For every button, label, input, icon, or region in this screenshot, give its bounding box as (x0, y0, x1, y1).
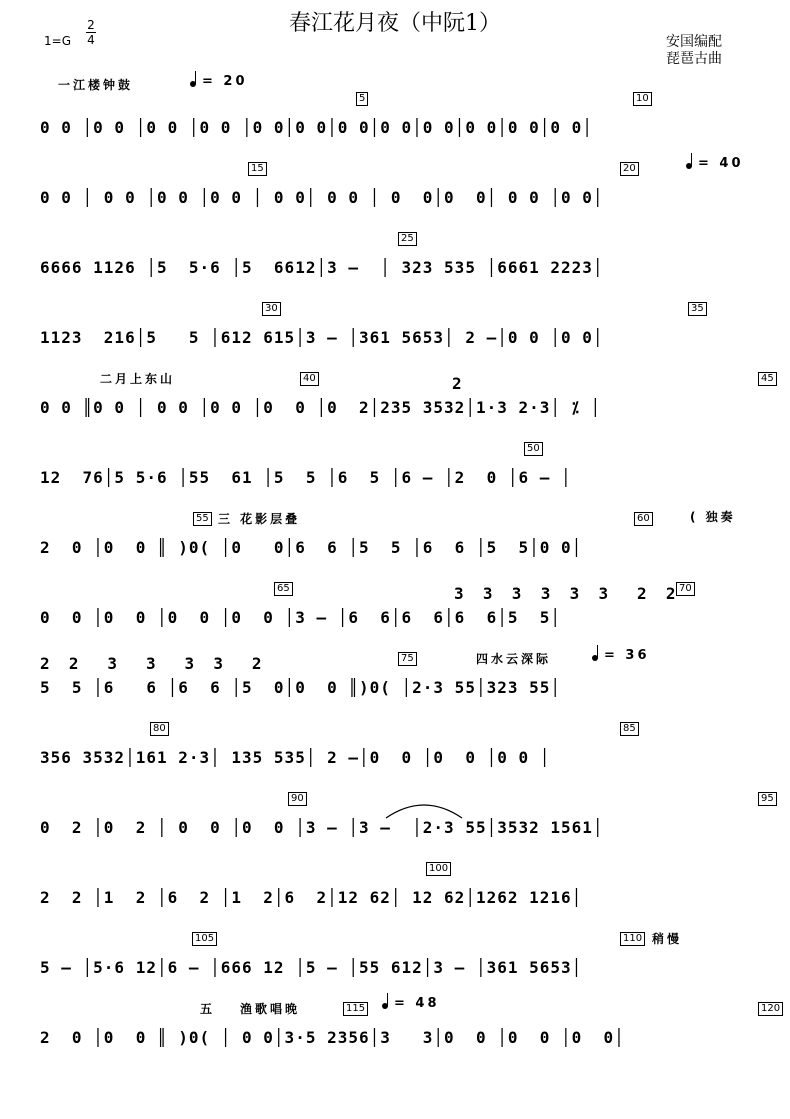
notation-line: 12 76│5 5·6 │55 61 │5 5 │6 5 │6 – │2 0 │6 – │ (40, 468, 572, 487)
measure-number: 5 (356, 92, 368, 106)
measure-number: 25 (398, 232, 417, 246)
measure-number: 55 (193, 512, 212, 526)
staff-row-14 (36, 1020, 772, 1060)
tempo-4 (382, 996, 440, 1011)
tempo-3-value: = 36 (604, 648, 650, 663)
notation-line: 2 2 │1 2 │6 2 │1 2│6 2│12 62│ 12 62│1262 1216│ (40, 888, 583, 907)
staff-row-7 (36, 530, 772, 570)
measure-number: 10 (633, 92, 652, 106)
staff-row-10 (36, 740, 772, 780)
section-5-number: 五 (200, 1002, 216, 1016)
measure-number: 110 (620, 932, 645, 946)
section-3-title: 三 花影层叠 (218, 512, 301, 526)
section-2-title: 二月上东山 (100, 372, 176, 386)
measure-number: 105 (192, 932, 217, 946)
measure-number: 75 (398, 652, 417, 666)
source: 琵琶古曲 (666, 51, 722, 67)
staff-row-6 (36, 460, 772, 500)
staff-row-8 (36, 600, 772, 640)
time-signature (86, 18, 96, 47)
measure-number: 115 (343, 1002, 368, 1016)
measure-number: 35 (688, 302, 707, 316)
staff-row-12 (36, 880, 772, 920)
measure-number: 90 (288, 792, 307, 806)
measure-number: 60 (634, 512, 653, 526)
measure-number: 20 (620, 162, 639, 176)
quarter-note-icon (382, 1003, 388, 1009)
staff-row-5 (36, 390, 772, 430)
upper-voice: 2 2 3 3 3 3 2 (40, 654, 262, 673)
notation-line: 0 0 │0 0 │0 0 │0 0 │3 – │6 6│6 6│6 6│5 5│ (40, 608, 562, 627)
tempo-4-value: = 48 (394, 996, 440, 1011)
staff-row-13 (36, 950, 772, 990)
measure-number: 85 (620, 722, 639, 736)
notation-line: 0 0 ║0 0 │ 0 0 │0 0 │0 0 │0 2│235 3532│1·3 2·3│ ⁒ │ (40, 398, 602, 417)
credits (666, 34, 722, 68)
staff-row-4 (36, 320, 772, 360)
notation-line: 0 0 │0 0 │0 0 │0 0 │0 0│0 0│0 0│0 0│0 0│0 0│0 0│0 0│ (40, 118, 593, 137)
tempo-1 (190, 74, 248, 89)
notation-line: 0 2 │0 2 │ 0 0 │0 0 │3 – │3 – │2·3 55│3532 1561│ (40, 818, 604, 837)
tempo-1-value: = 20 (202, 74, 248, 89)
quarter-note-icon (592, 655, 598, 661)
staff-row-9 (36, 670, 772, 710)
score-title: 春江花月夜（中阮1） (289, 11, 501, 36)
tempo-marking-slower: 稍慢 (652, 932, 683, 946)
measure-number: 120 (758, 1002, 783, 1016)
tempo-3 (592, 648, 650, 663)
staff-row-1 (36, 110, 772, 150)
upper-voice: 2 (452, 374, 462, 393)
measure-number: 65 (274, 582, 293, 596)
upper-voice: 3 3 3 3 3 3 2 2 (454, 584, 676, 603)
measure-number: 30 (262, 302, 281, 316)
notation-line: 6666 1126 │5 5·6 │5 6612│3 – │ 323 535 │6661 2223│ (40, 258, 604, 277)
slur-mark (384, 798, 464, 820)
measure-number: 15 (248, 162, 267, 176)
notation-line: 356 3532│161 2·3│ 135 535│ 2 –│0 0 │0 0 │0 0 │ (40, 748, 551, 767)
tempo-2-value: = 40 (698, 156, 744, 171)
quarter-note-icon (190, 81, 196, 87)
solo-marking: ( 独奏 (690, 510, 736, 524)
section-4-title: 四水云深际 (476, 652, 552, 666)
quarter-note-icon (686, 163, 692, 169)
notation-line: 2 0 │0 0 ║ )0( │ 0 0│3·5 2356│3 3│0 0 │0 0 │0 0│ (40, 1028, 625, 1047)
staff-row-3 (36, 250, 772, 290)
measure-number: 80 (150, 722, 169, 736)
notation-line: 5 – │5·6 12│6 – │666 12 │5 – │55 612│3 – │361 5653│ (40, 958, 583, 977)
measure-number: 50 (524, 442, 543, 456)
measure-number: 70 (676, 582, 695, 596)
section-1-title: 一江楼钟鼓 (58, 78, 134, 92)
time-bottom: 4 (87, 33, 95, 47)
measure-number: 45 (758, 372, 777, 386)
notation-line: 0 0 │ 0 0 │0 0 │0 0 │ 0 0│ 0 0 │ 0 0│0 0│ 0 0 │0 0│ (40, 188, 604, 207)
notation-line: 5 5 │6 6 │6 6 │5 0│0 0 ║)0( │2·3 55│323 55│ (40, 678, 562, 697)
key-signature: 1=G (44, 34, 71, 48)
tempo-2 (686, 156, 744, 171)
measure-number: 40 (300, 372, 319, 386)
section-5-title: 渔歌唱晚 (240, 1002, 301, 1016)
notation-line: 1123 216│5 5 │612 615│3 – │361 5653│ 2 –│0 0 │0 0│ (40, 328, 604, 347)
staff-row-2 (36, 180, 772, 220)
measure-number: 95 (758, 792, 777, 806)
measure-number: 100 (426, 862, 451, 876)
time-top: 2 (87, 18, 95, 32)
arranger: 安国编配 (666, 34, 722, 50)
notation-line: 2 0 │0 0 ║ )0( │0 0│6 6 │5 5 │6 6 │5 5│0 0│ (40, 538, 583, 557)
